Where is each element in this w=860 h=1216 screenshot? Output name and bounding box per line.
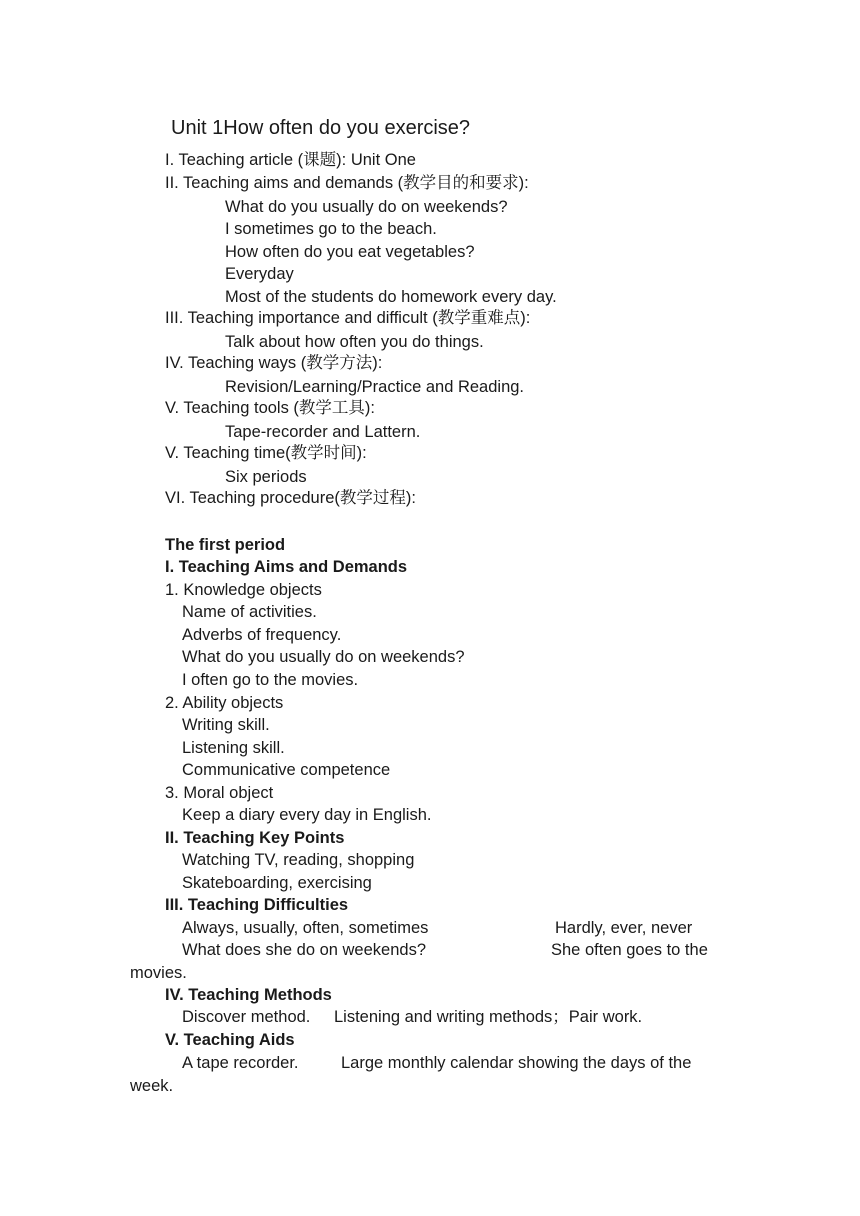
page-title: Unit 1How often do you exercise? bbox=[171, 117, 471, 139]
overview-tools: Tape-recorder and Lattern. bbox=[225, 423, 421, 441]
key-point-item: Skateboarding, exercising bbox=[182, 874, 372, 892]
overview-aim-line: I sometimes go to the beach. bbox=[225, 220, 437, 238]
aids-wrap: week. bbox=[130, 1077, 174, 1095]
aims-demands-heading: I. Teaching Aims and Demands bbox=[165, 558, 408, 576]
ability-item: Writing skill. bbox=[182, 716, 270, 734]
overview-aim-line: What do you usually do on weekends? bbox=[225, 198, 508, 216]
aids-left: A tape recorder. bbox=[182, 1054, 299, 1072]
moral-heading: 3. Moral object bbox=[165, 784, 274, 802]
knowledge-heading: 1. Knowledge objects bbox=[165, 581, 322, 599]
aids-heading: V. Teaching Aids bbox=[165, 1031, 295, 1049]
ability-heading: 2. Ability objects bbox=[165, 694, 284, 712]
overview-aim-line: Everyday bbox=[225, 265, 294, 283]
overview-aims-heading: II. Teaching aims and demands (教学目的和要求): bbox=[165, 174, 529, 192]
overview-importance: Talk about how often you do things. bbox=[225, 333, 484, 351]
overview-tools-heading: V. Teaching tools (教学工具): bbox=[165, 399, 376, 417]
overview-aim-line: Most of the students do homework every day. bbox=[225, 288, 557, 306]
first-period-heading: The first period bbox=[165, 536, 286, 554]
knowledge-item: Adverbs of frequency. bbox=[182, 626, 342, 644]
difficulties-row1-right: Hardly, ever, never bbox=[555, 919, 693, 937]
difficulties-row2-wrap: movies. bbox=[130, 964, 187, 982]
methods-left: Discover method. bbox=[182, 1008, 311, 1026]
overview-ways: Revision/Learning/Practice and Reading. bbox=[225, 378, 525, 396]
difficulties-row2-left: What does she do on weekends? bbox=[182, 941, 426, 959]
aids-right: Large monthly calendar showing the days of the bbox=[341, 1054, 692, 1072]
ability-item: Communicative competence bbox=[182, 761, 391, 779]
key-point-item: Watching TV, reading, shopping bbox=[182, 851, 415, 869]
ability-item: Listening skill. bbox=[182, 739, 285, 757]
difficulties-row1-left: Always, usually, often, sometimes bbox=[182, 919, 429, 937]
knowledge-item: What do you usually do on weekends? bbox=[182, 648, 465, 666]
difficulties-heading: III. Teaching Difficulties bbox=[165, 896, 349, 914]
knowledge-item: I often go to the movies. bbox=[182, 671, 359, 689]
overview-time: Six periods bbox=[225, 468, 307, 486]
overview-procedure-heading: VI. Teaching procedure(教学过程): bbox=[165, 489, 416, 507]
overview-time-heading: V. Teaching time(教学时间): bbox=[165, 444, 367, 462]
methods-heading: IV. Teaching Methods bbox=[165, 986, 332, 1004]
moral-item: Keep a diary every day in English. bbox=[182, 806, 432, 824]
knowledge-item: Name of activities. bbox=[182, 603, 317, 621]
difficulties-row2-right: She often goes to the bbox=[551, 941, 708, 959]
methods-right: Listening and writing methods；Pair work. bbox=[334, 1008, 643, 1026]
overview-aim-line: How often do you eat vegetables? bbox=[225, 243, 475, 261]
overview-importance-heading: III. Teaching importance and difficult (教学重难点): bbox=[165, 309, 531, 327]
overview-article: I. Teaching article (课题): Unit One bbox=[165, 151, 416, 169]
overview-ways-heading: IV. Teaching ways (教学方法): bbox=[165, 354, 383, 372]
key-points-heading: II. Teaching Key Points bbox=[165, 829, 345, 847]
